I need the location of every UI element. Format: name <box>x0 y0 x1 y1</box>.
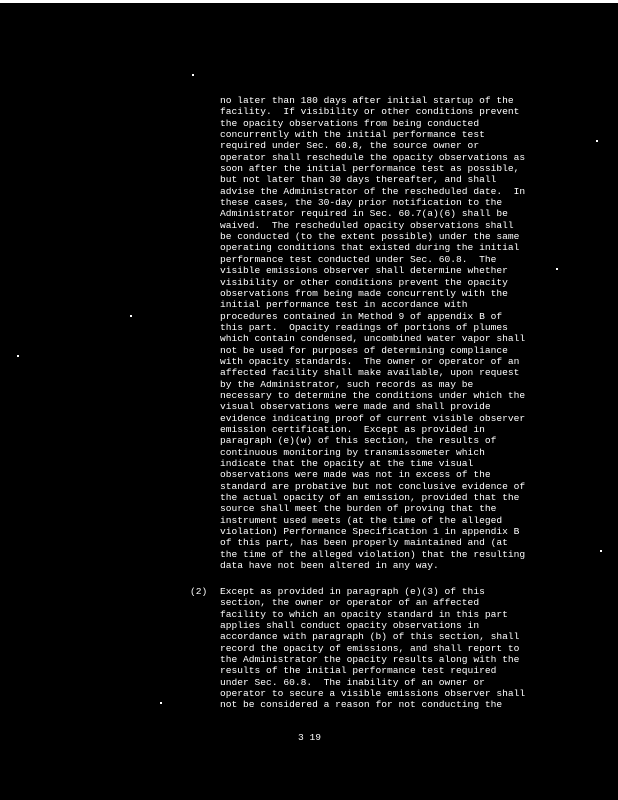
scan-speck <box>17 355 19 357</box>
text-line: with opacity standards. The owner or operator of an <box>220 355 520 367</box>
text-line: standard are probative but not conclusive evidence of <box>220 480 526 492</box>
text-line: the Administrator the opacity results along with the <box>220 654 520 666</box>
text-line: data have not been altered in any way. <box>220 560 439 572</box>
text-line: emission certification. Except as provided in <box>220 423 485 435</box>
text-line: instrument used meets (at the time of the alleged <box>220 514 503 526</box>
text-line: the actual opacity of an emission, provided that the <box>220 492 520 504</box>
text-line: Except as provided in paragraph (e)(3) of this <box>220 586 485 597</box>
text-line: violation) Performance Specification 1 in appendix B <box>220 526 520 538</box>
text-line: initial performance test in accordance with <box>220 299 468 311</box>
text-line: this part. Opacity readings of portions of plumes <box>220 321 508 333</box>
text-line: soon after the initial performance test as possible, <box>220 163 520 175</box>
top-border <box>0 0 618 3</box>
paragraph-2-marker: (2) <box>190 586 208 597</box>
text-line: continuous monitoring by transmissometer which <box>220 446 485 458</box>
text-line: procedures contained in Method 9 of appendix B of <box>220 310 503 322</box>
text-line: operator shall reschedule the opacity observations as <box>220 151 526 163</box>
scan-speck <box>192 74 194 76</box>
text-line: the time of the alleged violation) that the resulting <box>220 548 526 560</box>
scan-speck <box>556 268 558 270</box>
text-line: the opacity observations from being conducted <box>220 117 480 129</box>
paragraph-2 <box>220 586 525 711</box>
text-line: which contain condensed, uncombined water vapor shall <box>220 333 526 345</box>
text-line: but not later than 30 days thereafter, and shall <box>220 174 497 186</box>
text-line: record the opacity of emissions, and shall report to <box>220 642 520 654</box>
scan-speck <box>130 315 132 317</box>
text-line: facility to which an opacity standard in this part <box>220 608 508 620</box>
text-line: these cases, the 30-day prior notification to the <box>220 197 503 209</box>
text-line: evidence indicating proof of current visible observer <box>220 412 526 424</box>
text-line: visible emissions observer shall determine whether <box>220 265 508 277</box>
text-line: waived. The rescheduled opacity observations shall <box>220 219 514 231</box>
page-number: 3 19 <box>298 732 322 743</box>
text-line: accordance with paragraph (b) of this section, shall <box>220 631 520 643</box>
text-line: results of the initial performance test required <box>220 665 497 677</box>
text-line: operating conditions that existed during the initial <box>220 242 520 254</box>
text-line: facility. If visibility or other conditions prevent <box>220 106 520 118</box>
text-line: required under Sec. 60.8, the source owner or <box>220 140 480 152</box>
text-line: not be considered a reason for not conducting the <box>220 699 503 711</box>
scan-speck <box>160 702 162 704</box>
text-line: visual observations were made and shall provide <box>220 401 491 413</box>
text-line: be conducted (to the extent possible) under the same <box>220 231 520 243</box>
text-line: indicate that the opacity at the time visual <box>220 458 474 469</box>
paragraph-1 <box>220 95 525 571</box>
text-line: performance test conducted under Sec. 60.8. The <box>220 253 497 265</box>
text-line: applies shall conduct opacity observations in <box>220 620 480 632</box>
text-line: advise the Administrator of the rescheduled date. In <box>220 185 526 197</box>
text-line: affected facility shall make available, upon request <box>220 367 520 379</box>
scan-speck <box>600 550 602 552</box>
text-line: under Sec. 60.8. The inability of an owner or <box>220 676 485 688</box>
text-line: of this part, has been properly maintained and (at <box>220 537 508 549</box>
text-line: observations were made was not in excess of the <box>220 469 491 481</box>
text-line: by the Administrator, such records as may be <box>220 378 474 390</box>
text-line: concurrently with the initial performance test <box>220 129 485 141</box>
text-line: not be used for purposes of determining compliance <box>220 344 508 356</box>
text-line: operator to secure a visible emissions observer shall <box>220 688 526 700</box>
scan-speck <box>596 140 598 142</box>
text-line: paragraph (e)(w) of this section, the results of <box>220 435 497 447</box>
text-line: section, the owner or operator of an affected <box>220 597 480 609</box>
text-line: Administrator required in Sec. 60.7(a)(6) shall be <box>220 208 508 220</box>
text-line: visibility or other conditions prevent the opacity <box>220 276 508 288</box>
text-line: necessary to determine the conditions under which the <box>220 389 526 401</box>
text-line: source shall meet the burden of proving that the <box>220 503 497 515</box>
text-line: observations from being made concurrently with the <box>220 287 508 299</box>
text-line: no later than 180 days after initial startup of the <box>220 95 514 106</box>
